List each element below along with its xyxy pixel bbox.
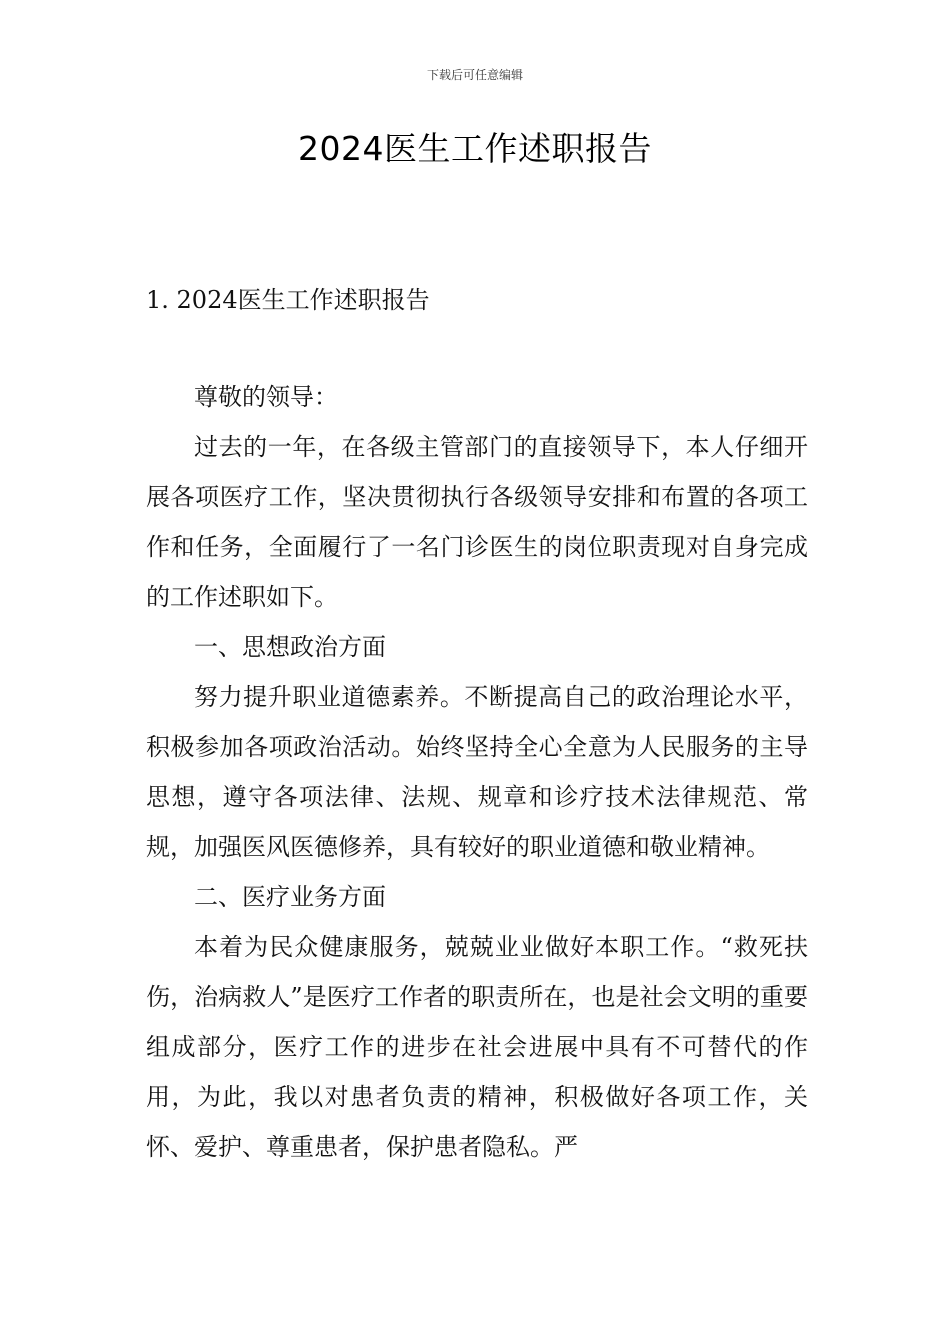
subheading-medical: 二、医疗业务方面: [194, 883, 386, 911]
salutation: 尊敬的领导：: [194, 383, 338, 411]
paragraph-political: 努力提升职业道德素养。不断提高自己的政治理论水平，积极参加各项政治活动。始终坚持全心全意为人民服务的主导思想，遵守各项法律、法规、规章和诊疗技术法律规范、常规，加强医风医德修养，具有较好的职业道德和敬业精神。: [146, 683, 808, 861]
document-title: 2024医生工作述职报告: [298, 129, 652, 168]
paragraph-intro: 过去的一年，在各级主管部门的直接领导下，本人仔细开展各项医疗工作，坚决贯彻执行各级领导安排和布置的各项工作和任务，全面履行了一名门诊医生的岗位职责现对自身完成的工作述职如下。: [146, 433, 808, 611]
paragraph-medical: 本着为民众健康服务，兢兢业业做好本职工作。“救死扶伤，治病救人”是医疗工作者的职责所在，也是社会文明的重要组成部分，医疗工作的进步在社会进展中具有不可替代的作用，为此，我以对患者负责的精神，积极做好各项工作，关怀、爱护、尊重患者，保护患者隐私。严: [146, 933, 808, 1161]
subheading-political: 一、思想政治方面: [194, 633, 386, 661]
section-heading: 1. 2024医生工作述职报告: [146, 286, 430, 314]
document-body: [146, 372, 808, 1172]
download-note: 下载后可任意编辑: [426, 68, 523, 82]
